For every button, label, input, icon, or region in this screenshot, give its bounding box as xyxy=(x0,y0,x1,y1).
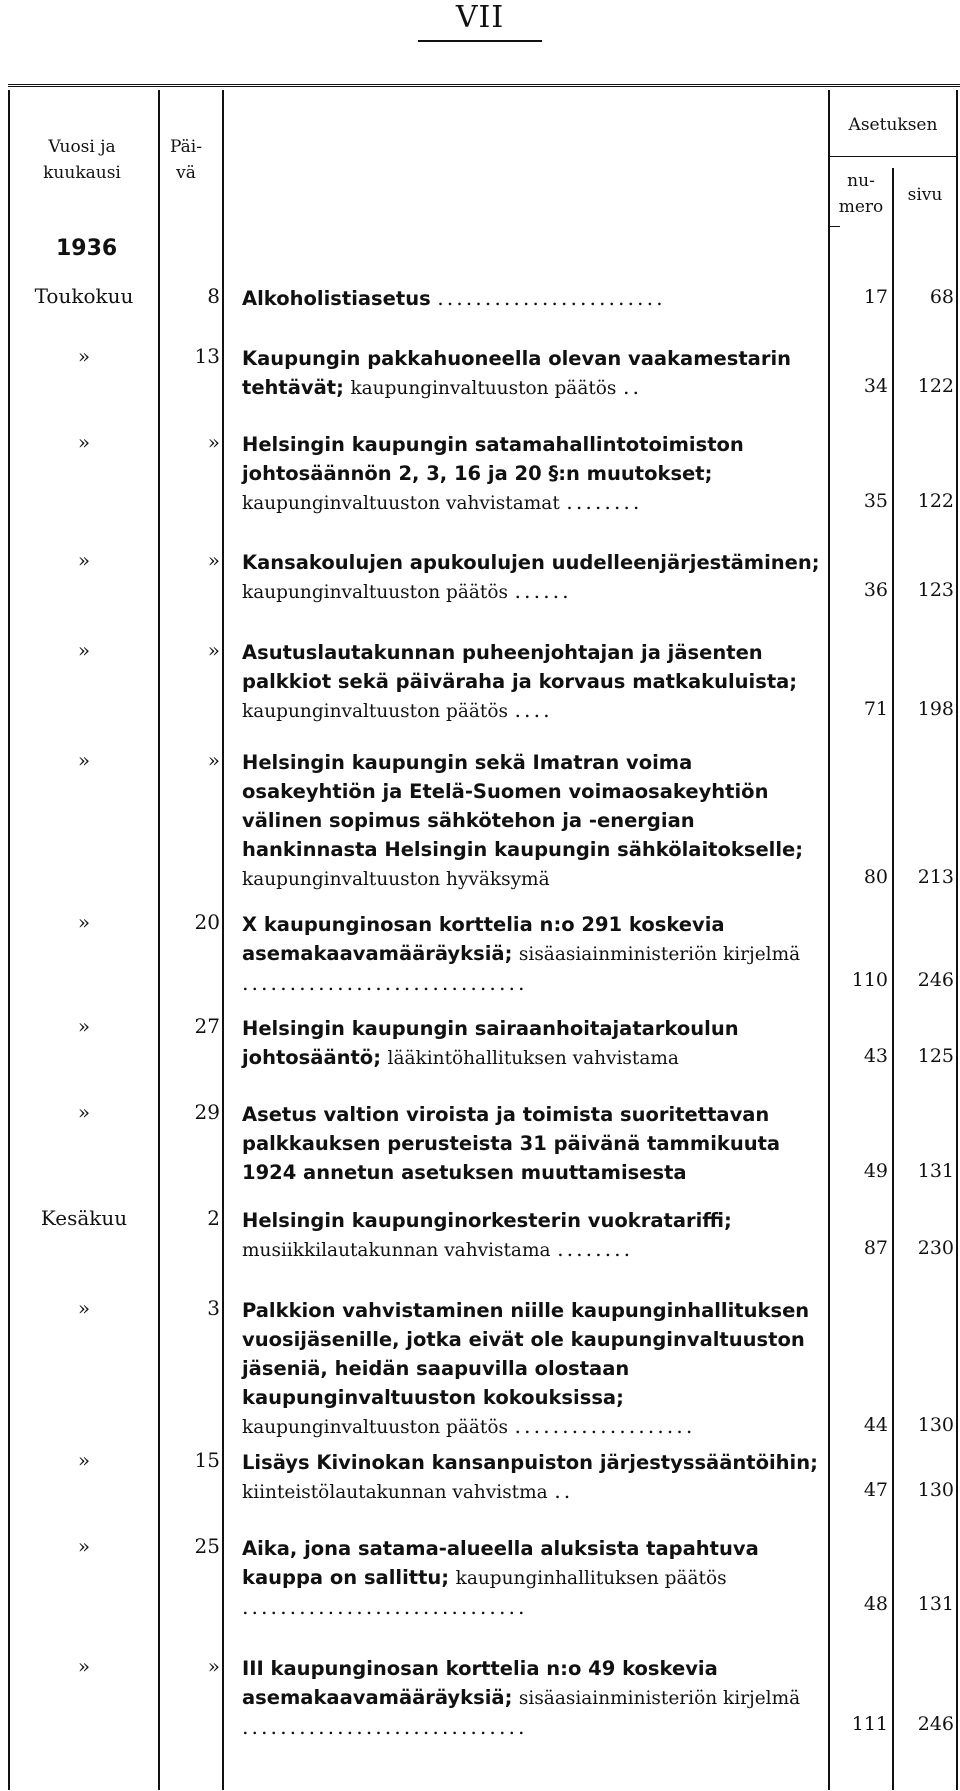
entry-month: » xyxy=(77,1534,91,1558)
column-divider-sivu xyxy=(892,168,894,1790)
entry-day: 25 xyxy=(194,1534,220,1558)
entry-description xyxy=(242,1014,822,1073)
entry-sivu: 230 xyxy=(917,1237,954,1259)
entry-month: » xyxy=(77,748,91,772)
entry-description xyxy=(242,548,822,607)
entry-authority: kaupunginvaltuuston vahvistamat xyxy=(242,493,560,514)
entry-title: Kansakoulujen apukoulujen uudelleenjärjestäminen; xyxy=(242,551,820,574)
entry-day: 3 xyxy=(207,1296,220,1320)
entry-leader-dots: ...... xyxy=(514,579,572,603)
header-numero: nu-mero xyxy=(838,171,884,217)
column-divider-description xyxy=(222,90,224,1790)
header-bottom-rule xyxy=(828,226,840,227)
entry-title: Helsingin kaupunginorkesterin vuokratariffi; xyxy=(242,1209,732,1232)
entry-month: » xyxy=(77,1448,91,1472)
entry-month: » xyxy=(77,430,91,454)
entry-authority: kaupunginvaltuuston hyväksymä xyxy=(242,869,550,890)
entry-description xyxy=(242,748,822,894)
entry-day: » xyxy=(207,638,220,662)
entry-day: » xyxy=(207,430,220,454)
entry-month: Kesäkuu xyxy=(40,1206,128,1230)
entry-leader-dots: ........ xyxy=(566,490,643,514)
entry-sivu: 123 xyxy=(917,579,954,601)
entry-title: III kaupunginosan korttelia n:o 49 koskevia asemakaavamääräyksiä; xyxy=(242,1657,718,1709)
entry-numero: 49 xyxy=(863,1160,888,1182)
entry-day: » xyxy=(207,548,220,572)
entry-leader-dots: .............................. xyxy=(242,1715,528,1739)
entry-description xyxy=(242,1100,822,1188)
entry-leader-dots: .. xyxy=(554,1479,574,1503)
entry-day: » xyxy=(207,748,220,772)
entry-day: 29 xyxy=(194,1100,220,1124)
entry-description xyxy=(242,638,822,726)
header-sivu: sivu xyxy=(907,185,943,205)
entry-description xyxy=(242,284,822,314)
entry-title: Helsingin kaupungin satamahallintotoimiston johtosäännön 2, 3, 16 ja 20 §:n muutokset; xyxy=(242,433,744,485)
entry-description xyxy=(242,1448,822,1507)
entry-month: » xyxy=(77,548,91,572)
entry-month: » xyxy=(77,638,91,662)
entry-day: 15 xyxy=(194,1448,220,1472)
entry-numero: 87 xyxy=(863,1237,888,1259)
entry-title: Helsingin kaupungin sekä Imatran voima osakeyhtiön ja Etelä-Suomen voimaosakeyhtiön välinen sopimus sähkötehon ja -energian hankinnasta Helsingin kaupungin sähkölaitokselle; xyxy=(242,751,804,861)
entry-title: Alkoholistiasetus xyxy=(242,287,431,310)
header-year-month: Vuosi ja kuukausi xyxy=(43,137,121,183)
entry-authority: kaupunginvaltuuston päätös xyxy=(242,701,508,722)
entry-numero: 111 xyxy=(851,1713,888,1735)
entry-month: » xyxy=(77,1100,91,1124)
entry-month: » xyxy=(77,344,91,368)
entry-numero: 34 xyxy=(863,375,888,397)
entry-title: X kaupunginosan korttelia n:o 291 koskevia asemakaavamääräyksiä; xyxy=(242,913,725,965)
entry-numero: 71 xyxy=(863,698,888,720)
entry-numero: 80 xyxy=(863,866,888,888)
entry-sivu: 131 xyxy=(917,1160,954,1182)
entry-day: 8 xyxy=(207,284,220,308)
entry-sivu: 130 xyxy=(917,1414,954,1436)
entry-authority: musiikkilautakunnan vahvistama xyxy=(242,1240,551,1261)
entry-authority: lääkintöhallituksen vahvistama xyxy=(387,1048,679,1069)
header-day: Päi-vä xyxy=(170,137,202,183)
table-top-rule xyxy=(8,84,960,90)
entry-title: Asetus valtion viroista ja toimista suoritettavan palkkauksen perusteista 31 päivänä tammikuuta 1924 annetun asetuksen muuttamisesta xyxy=(242,1103,781,1184)
entry-numero: 47 xyxy=(863,1479,888,1501)
entry-title: Aika, jona satama-alueella aluksista tapahtuva kauppa on sallittu; xyxy=(242,1537,759,1589)
entry-numero: 35 xyxy=(863,490,888,512)
entry-month: » xyxy=(77,1014,91,1038)
entry-day: 13 xyxy=(194,344,220,368)
entry-numero: 36 xyxy=(863,579,888,601)
column-divider-numero xyxy=(828,90,830,1790)
entry-day: 2 xyxy=(207,1206,220,1230)
entry-leader-dots: ........................ xyxy=(437,286,666,310)
entry-leader-dots: .............................. xyxy=(242,971,528,995)
entry-description xyxy=(242,910,822,997)
entry-description xyxy=(242,1654,822,1741)
entry-title: Kaupungin pakkahuoneella olevan vaakamestarin tehtävät; xyxy=(242,347,792,399)
entry-sivu: 198 xyxy=(917,698,954,720)
asetuksen-underline xyxy=(830,156,956,157)
entry-authority: kaupunginvaltuuston päätös xyxy=(242,582,508,603)
entry-day: » xyxy=(207,1654,220,1678)
entry-authority: sisäasiainministeriön kirjelmä xyxy=(518,944,801,965)
entry-month: » xyxy=(77,1296,91,1320)
entry-numero: 110 xyxy=(851,969,888,991)
entry-authority: kaupunginvaltuuston päätös xyxy=(242,1417,508,1438)
entry-month: » xyxy=(77,1654,91,1678)
entry-leader-dots: ........ xyxy=(557,1237,634,1261)
entry-leader-dots: .... xyxy=(514,698,553,722)
entry-sivu: 130 xyxy=(917,1479,954,1501)
entry-authority: kiinteistölautakunnan vahvistma xyxy=(242,1482,548,1503)
entry-leader-dots: .. xyxy=(622,375,643,399)
entry-sivu: 131 xyxy=(917,1593,954,1615)
entry-description xyxy=(242,1296,822,1442)
entry-sivu: 246 xyxy=(917,969,954,991)
entry-description xyxy=(242,430,822,518)
entry-numero: 48 xyxy=(863,1593,888,1615)
entry-title: Asutuslautakunnan puheenjohtajan ja jäsenten palkkiot sekä päiväraha ja korvaus matkakuluista; xyxy=(242,641,798,693)
entry-sivu: 125 xyxy=(917,1045,954,1067)
header-asetuksen: Asetuksen xyxy=(848,115,938,135)
entry-day: 27 xyxy=(194,1014,220,1038)
entry-leader-dots: .............................. xyxy=(242,1595,528,1619)
entry-numero: 44 xyxy=(863,1414,888,1436)
entry-title: Helsingin kaupungin sairaanhoitajatarkoulun johtosääntö; xyxy=(242,1017,739,1069)
entry-description xyxy=(242,1534,822,1621)
entry-day: 20 xyxy=(194,910,220,934)
page-number-underline xyxy=(418,40,542,42)
entry-title: Lisäys Kivinokan kansanpuiston järjestyssääntöihin; xyxy=(242,1451,818,1474)
entry-title: Palkkion vahvistaminen niille kaupunginhallituksen vuosijäsenille, jotka eivät ole kaupunginvaltuuston jäseniä, heidän saapuvilla olostaan kaupunginvaltuuston kokouksissa; xyxy=(242,1299,810,1409)
entry-description xyxy=(242,1206,822,1265)
year-heading: 1936 xyxy=(56,236,118,261)
table-right-border xyxy=(956,90,958,1790)
entry-authority: kaupunginvaltuuston päätös xyxy=(350,378,617,399)
entry-month: » xyxy=(77,910,91,934)
entry-sivu: 122 xyxy=(917,375,954,397)
entry-numero: 43 xyxy=(863,1045,888,1067)
page-number: VII xyxy=(455,0,505,35)
entry-sivu: 246 xyxy=(917,1713,954,1735)
entry-sivu: 68 xyxy=(929,286,954,308)
entry-sivu: 122 xyxy=(917,490,954,512)
entry-authority: sisäasiainministeriön kirjelmä xyxy=(518,1688,801,1709)
entry-leader-dots: ................... xyxy=(514,1414,696,1438)
entry-month: Toukokuu xyxy=(34,284,134,308)
entry-numero: 17 xyxy=(863,286,888,308)
entry-sivu: 213 xyxy=(917,866,954,888)
entry-authority: kaupunginhallituksen päätös xyxy=(455,1568,727,1589)
entry-description xyxy=(242,344,822,403)
